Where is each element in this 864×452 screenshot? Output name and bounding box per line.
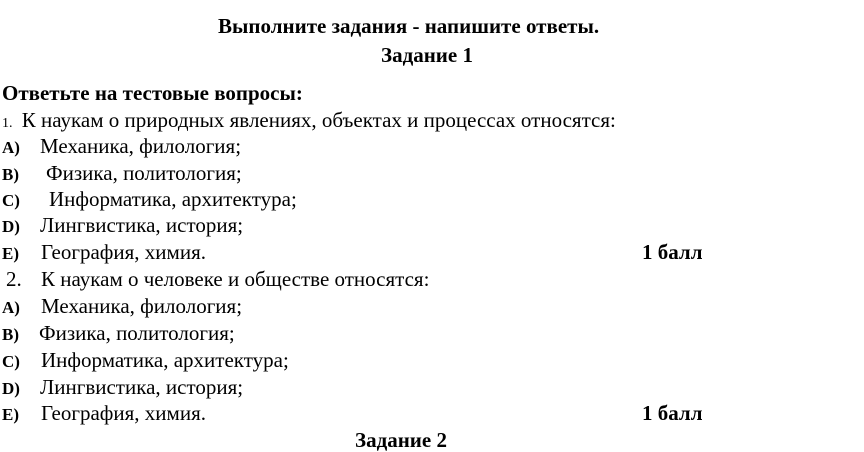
question-1 — [2, 108, 616, 136]
option-letter: E) — [2, 244, 19, 263]
option-text: Лингвистика, история; — [40, 213, 244, 237]
q2-option-b — [2, 321, 235, 347]
option-text: Механика, филология; — [40, 134, 242, 158]
q1-option-a — [2, 134, 241, 160]
option-text: Физика, политология; — [46, 161, 242, 185]
page-title: Выполните задания - напишите ответы. — [218, 14, 600, 38]
option-letter: C) — [2, 191, 20, 210]
option-letter: A) — [2, 298, 20, 317]
option-letter: B) — [2, 165, 19, 184]
q2-option-a — [2, 294, 242, 320]
question-2 — [2, 267, 429, 291]
option-letter: D) — [2, 217, 20, 236]
option-letter: D) — [2, 379, 20, 398]
option-text: Информатика, архитектура; — [49, 187, 297, 211]
q2-option-e — [2, 401, 206, 427]
q1-option-d — [2, 213, 243, 239]
option-letter: B) — [2, 325, 19, 344]
option-letter: A) — [2, 138, 20, 157]
q1-option-b — [2, 161, 242, 187]
q1-option-e — [2, 240, 206, 266]
question-1-text: К наукам о природных явлениях, объектах и процессах относятся: — [21, 108, 616, 132]
option-letter: E) — [2, 405, 19, 424]
option-text: Информатика, архитектура; — [41, 348, 289, 372]
question-2-score: 1 балл — [642, 401, 703, 425]
option-letter: C) — [2, 352, 20, 371]
q2-option-d — [2, 375, 243, 401]
question-2-number: 2. — [6, 267, 22, 291]
option-text: География, химия. — [41, 240, 206, 264]
task-2-heading: Задание 2 — [355, 428, 447, 452]
section-heading: Ответьте на тестовые вопросы: — [2, 81, 303, 105]
task-1-heading: Задание 1 — [381, 43, 473, 67]
option-text: Лингвистика, история; — [40, 375, 244, 399]
option-text: Физика, политология; — [39, 321, 235, 345]
option-text: География, химия. — [41, 401, 206, 425]
question-1-number: 1. — [2, 116, 13, 131]
question-2-text: К наукам о человеке и обществе относятся: — [41, 267, 430, 291]
question-1-score: 1 балл — [642, 240, 703, 264]
option-text: Механика, филология; — [41, 294, 243, 318]
q2-option-c — [2, 348, 289, 374]
q1-option-c — [2, 187, 297, 213]
